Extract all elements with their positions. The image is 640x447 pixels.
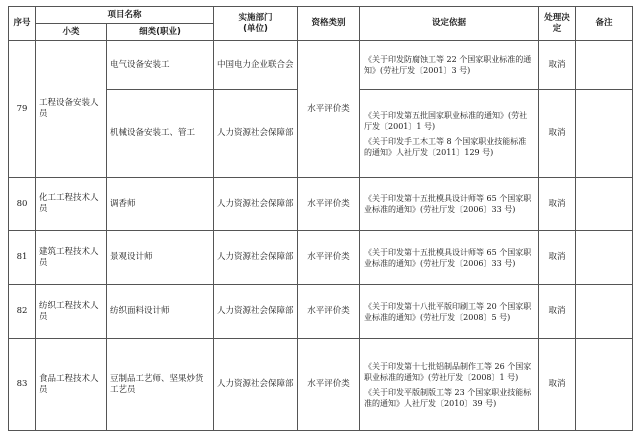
basis-cell: [360, 285, 539, 339]
qual-cell: 水平评价类: [298, 178, 360, 231]
basis-text: 《关于印发第十七批铝制品制作工等 26 个国家职业标准的通知》(劳社厅发〔2008〕1 号): [364, 361, 532, 382]
decision-cell: 取消: [539, 339, 576, 431]
remark-cell: [576, 285, 633, 339]
dept-cell: 人力资源社会保障部: [214, 231, 298, 285]
basis-text: 《关于印发第十八批平版印刷工等 20 个国家职业标准的通知》(劳社厅发〔2008〕5 号): [364, 301, 532, 322]
detail-cell: 电气设备安装工: [107, 41, 214, 90]
basis-cell: [360, 178, 539, 231]
decision-cell: 取消: [539, 90, 576, 178]
header-project: 项目名称: [36, 7, 214, 24]
basis-cell: [360, 41, 539, 90]
dept-cell: 中国电力企业联合会: [214, 41, 298, 90]
qual-cell: 水平评价类: [298, 339, 360, 431]
small-cell: 工程设备安装人员: [36, 41, 107, 178]
detail-cell: 纺织面料设计师: [107, 285, 214, 339]
decision-cell: 取消: [539, 285, 576, 339]
seq-cell: 80: [9, 178, 36, 231]
decision-cell: 取消: [539, 231, 576, 285]
qual-cell: 水平评价类: [298, 285, 360, 339]
header-dept: [214, 7, 298, 41]
basis-text: 《关于印发第五批国家职业标准的通知》(劳社厅发〔2001〕1 号): [364, 110, 528, 131]
basis-text: 《关于印发第十五批模具设计师等 65 个国家职业标准的通知》(劳社厅发〔2006〕33 号): [364, 194, 532, 214]
detail-cell: 豆制品工艺师、坚果炒货工艺员: [107, 339, 214, 431]
small-cell: 纺织工程技术人员: [36, 285, 107, 339]
seq-cell: 81: [9, 231, 36, 285]
remark-cell: [576, 178, 633, 231]
header-detail: 细类(职业): [107, 24, 214, 41]
seq-cell: 82: [9, 285, 36, 339]
table-row: [9, 231, 633, 285]
remark-cell: [576, 41, 633, 90]
decision-cell: 取消: [539, 41, 576, 90]
header-seq: 序号: [9, 7, 36, 41]
basis-cell: [360, 339, 539, 431]
header-qual: 资格类别: [298, 7, 360, 41]
basis-text: 《关于印发平版制版工等 23 个国家职业技能标准的通知》人社厅发〔2010〕39 号): [364, 387, 532, 408]
header-dept-sub: (单位): [243, 23, 268, 34]
basis-cell: [360, 231, 539, 285]
seq-cell: 79: [9, 41, 36, 178]
decision-cell: 取消: [539, 178, 576, 231]
table-row: [9, 285, 633, 339]
detail-cell: 景观设计师: [107, 231, 214, 285]
detail-cell: 机械设备安装工、管工: [107, 90, 214, 178]
remark-cell: [576, 231, 633, 285]
basis-text: 《关于印发手工木工等 8 个国家职业技能标准的通知》人社厅发〔2011〕129 号): [364, 136, 527, 157]
header-decision: 处理决定: [539, 7, 576, 41]
detail-cell: 调香师: [107, 178, 214, 231]
small-cell: 建筑工程技术人员: [36, 231, 107, 285]
table-row: [9, 339, 633, 431]
dept-cell: 人力资源社会保障部: [214, 339, 298, 431]
basis-text: 《关于印发第十五批模具设计师等 65 个国家职业标准的通知》(劳社厅发〔2006〕33 号): [364, 247, 532, 268]
revocation-table: [8, 6, 633, 431]
dept-cell: 人力资源社会保障部: [214, 178, 298, 231]
remark-cell: [576, 339, 633, 431]
dept-cell: 人力资源社会保障部: [214, 90, 298, 178]
small-cell: 食品工程技术人员: [36, 339, 107, 431]
small-cell: 化工工程技术人员: [36, 178, 107, 231]
basis-cell: [360, 90, 539, 178]
header-small: 小类: [36, 24, 107, 41]
table-row: [9, 41, 633, 90]
header-dept-label: 实施部门: [238, 12, 273, 23]
qual-cell: 水平评价类: [298, 231, 360, 285]
seq-cell: 83: [9, 339, 36, 431]
table-row: [9, 178, 633, 231]
header-basis: 设定依据: [360, 7, 539, 41]
remark-cell: [576, 90, 633, 178]
header-remark: 备注: [576, 7, 633, 41]
basis-text: 《关于印发防腐蚀工等 22 个国家职业标准的通知》(劳社厅发〔2001〕3 号): [364, 55, 532, 75]
qual-cell: 水平评价类: [298, 41, 360, 178]
dept-cell: 人力资源社会保障部: [214, 285, 298, 339]
